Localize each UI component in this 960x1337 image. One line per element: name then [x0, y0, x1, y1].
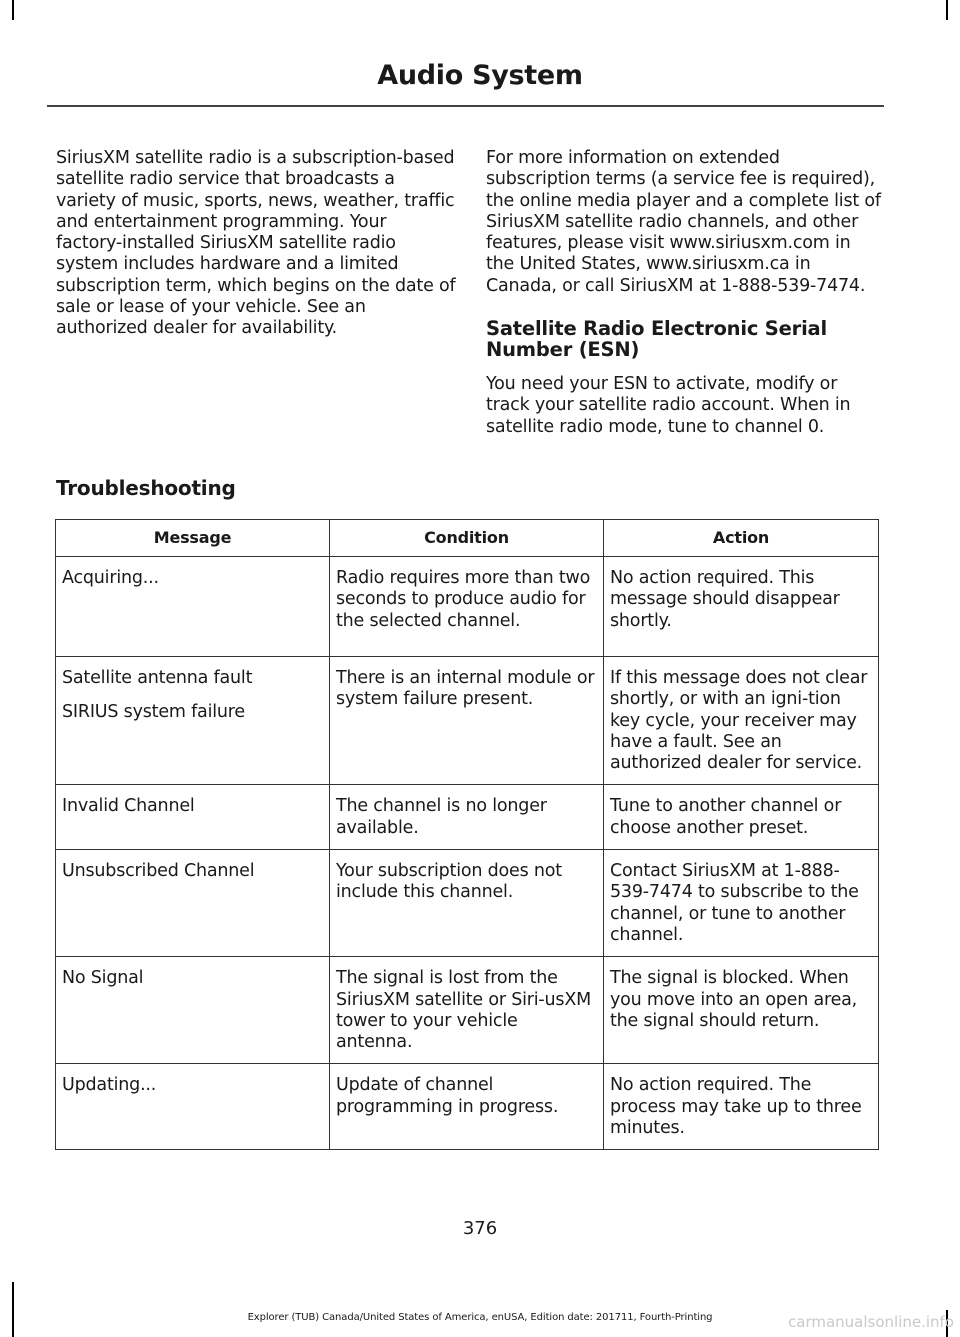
page-header-title: Audio System — [377, 60, 583, 91]
column-header-condition: Condition — [330, 520, 604, 557]
action-cell: The signal is blocked. When you move into an open area, the signal should return. — [604, 957, 879, 1064]
right-column — [486, 148, 884, 438]
esn-paragraph: You need your ESN to activate, modify or track your satellite radio account. When in satellite radio mode, tune to channel 0. — [486, 374, 851, 437]
table-row — [56, 557, 879, 657]
troubleshooting-heading: Troubleshooting — [56, 476, 236, 500]
condition-cell: Your subscription does not include this channel. — [330, 850, 604, 957]
site-watermark: carmanualsonline.info — [788, 1313, 954, 1331]
action-cell: No action required. The process may take up to three minutes. — [604, 1064, 879, 1150]
message-cell — [56, 850, 330, 957]
column-header-action: Action — [604, 520, 879, 557]
table-row — [56, 785, 879, 850]
left-column — [56, 148, 456, 340]
esn-heading: Satellite Radio Electronic Serial Number (ESN) — [486, 317, 827, 362]
page-number: 376 — [462, 1218, 498, 1239]
message-cell — [56, 557, 330, 657]
crop-mark-top-right-v — [946, 0, 948, 20]
column-header-message: Message — [56, 520, 330, 557]
action-cell: If this message does not clear shortly, or with an igni-tion key cycle, your receiver may have a fault. See an authorized dealer for service. — [604, 657, 879, 785]
table-row — [56, 957, 879, 1064]
table-row — [56, 1064, 879, 1150]
edition-info: Explorer (TUB) Canada/United States of America, enUSA, Edition date: 201711, Fourth-Printing — [247, 1312, 713, 1323]
condition-cell: There is an internal module or system failure present. — [330, 657, 604, 785]
message-text: Invalid Channel — [62, 796, 195, 817]
message-text: Satellite antenna fault — [62, 668, 253, 688]
message-text: Acquiring... — [62, 568, 159, 588]
condition-cell: Radio requires more than two seconds to produce audio for the selected channel. — [330, 557, 604, 657]
message-text: SIRIUS system failure — [62, 702, 245, 723]
condition-cell: The channel is no longer available. — [330, 785, 604, 850]
intro-paragraph: SiriusXM satellite radio is a subscription-based satellite radio service that broadcasts a variety of music, sports, news, weather, traffic and entertainment programming. Your factory-installed SiriusXM satellite radio system includes hardware and a limited subscription term, which begins on the date of sale or lease of your vehicle. See an authorized dealer for availability. — [56, 148, 456, 339]
message-text: Unsubscribed Channel — [62, 861, 255, 882]
message-text: Updating... — [62, 1075, 157, 1096]
message-cell — [56, 957, 330, 1064]
action-cell: Contact SiriusXM at 1-888-539-7474 to subscribe to the channel, or tune to another channel. — [604, 850, 879, 957]
table-row — [56, 657, 879, 785]
message-text: No Signal — [62, 968, 144, 989]
message-cell — [56, 785, 330, 850]
subscription-info-paragraph: For more information on extended subscription terms (a service fee is required), the online media player and a complete list of SiriusXM satellite radio channels, and other features, please visit www.siriusxm.com in the United States, www.siriusxm.ca in Canada, or call SiriusXM at 1-888-539-7474. — [486, 148, 881, 296]
condition-cell: The signal is lost from the SiriusXM satellite or Siri-usXM tower to your vehicle antenna. — [330, 957, 604, 1064]
action-cell: No action required. This message should disappear shortly. — [604, 557, 879, 657]
troubleshooting-table — [55, 519, 879, 1150]
condition-cell: Update of channel programming in progress. — [330, 1064, 604, 1150]
table-row — [56, 850, 879, 957]
action-cell: Tune to another channel or choose another preset. — [604, 785, 879, 850]
message-cell — [56, 1064, 330, 1150]
header-divider — [47, 105, 884, 107]
table-header-row — [56, 520, 879, 557]
crop-mark-bottom-left-v — [12, 1282, 14, 1337]
crop-mark-top-left-v — [12, 0, 14, 20]
message-cell — [56, 657, 330, 785]
